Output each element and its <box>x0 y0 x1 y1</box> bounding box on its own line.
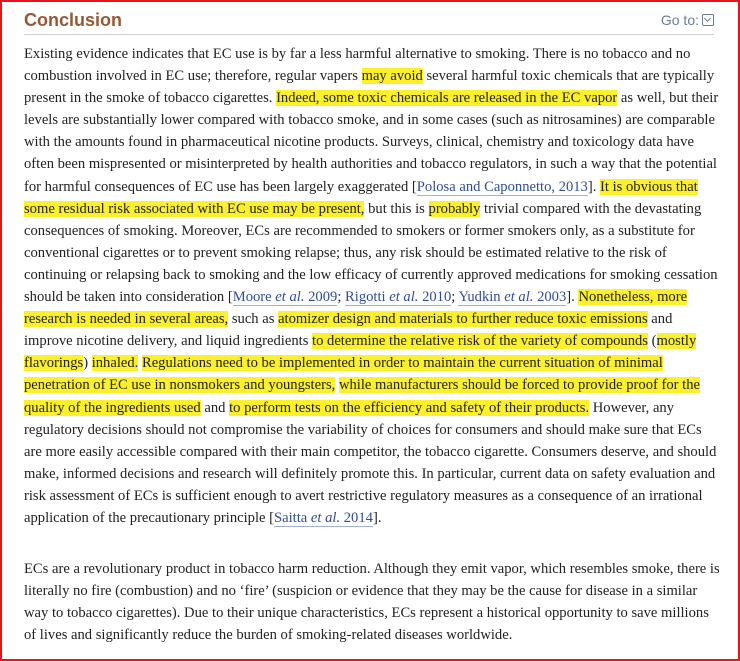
separator: ; <box>337 289 346 306</box>
citation-year: 2003 <box>533 289 567 306</box>
highlight: atomizer design and materials to further reduce toxic emissions <box>278 311 648 328</box>
text-run: such as <box>228 311 279 328</box>
citation-author: Yudkin <box>458 289 505 306</box>
conclusion-paragraph-1 <box>24 43 720 529</box>
text-run: but this is <box>364 200 429 217</box>
citation-link-moore[interactable] <box>233 289 338 306</box>
citation-author: Saitta <box>274 509 311 526</box>
section-title: Conclusion <box>24 10 122 30</box>
citation-link-saitta[interactable] <box>274 510 373 527</box>
citation-author: Rigotti <box>345 289 390 306</box>
citation-year: 2014 <box>340 509 373 526</box>
highlight: Nonetheless, more research is needed in several areas, <box>24 289 688 328</box>
chevron-down-icon[interactable] <box>702 14 714 26</box>
highlight: It is obvious that some residual risk associated with EC use may be present, <box>24 178 698 217</box>
goto-label: Go to: <box>660 12 699 28</box>
highlight: mostly flavorings <box>24 333 697 372</box>
citation-etal: et al. <box>504 289 534 306</box>
conclusion-paragraph-2: ECs are a revolutionary product in tobacco harm reduction. Although they emit vapor, which resembles smoke, there is literally no fire (combustion) and no ‘fire’ (suspicion or evidence that they may be the cause for disease in a similar way to tobacco cigarettes). Due to their unique characteristics, ECs represent a historical opportunity to save millions of lives and significantly reduce the burden of smoking-related diseases worldwide. <box>24 561 720 644</box>
text-run: ]. <box>566 289 579 306</box>
section-header <box>24 10 714 35</box>
text-run: as well, but their levels are substantially lower compared with tobacco smoke, and in some cases (such as nitrosamines) are comparable with the amounts found in pharmaceutical nicotine products. Surveys, clinical, chemistry and toxicology data have often been mispresented or misinterpreted by health authorities and tobacco regulators, in such a way that the potential for harmful consequences of EC use has been largely exaggerated [ <box>24 90 719 195</box>
citation-link-rigotti[interactable] <box>345 289 451 306</box>
text-run: ]. <box>372 509 382 526</box>
highlight: probably <box>428 200 481 217</box>
separator: ; <box>451 289 459 306</box>
citation-etal: et al. <box>310 509 341 526</box>
citation-link-yudkin[interactable] <box>458 289 566 306</box>
text-run: trivial compared with the devastating consequences of smoking. Moreover, ECs are recommended to smokers or former smokers only, as a substitute for conventional cigarettes or to prevent smoking relapse; thus, any risk should be estimated relative to the risk of continuing or relapsing back to smoking and the low efficacy of currently approved medications for smoking cessation should be taken into consideration [ <box>24 200 718 306</box>
text-run: ]. <box>587 178 601 195</box>
text-run: ) <box>83 355 92 372</box>
highlight: Regulations need to be implemented in order to maintain the current situation of minimal penetration of EC use in nonsmokers and youngsters, <box>24 355 663 394</box>
highlight: to perform tests on the efficiency and safety of their products. <box>229 399 590 416</box>
citation-year: 2010 <box>418 289 452 306</box>
citation-year: 2009 <box>304 289 338 306</box>
highlight: to determine the relative risk of the variety of compounds <box>312 333 648 350</box>
highlight: Indeed, some toxic chemicals are released in the EC vapor <box>276 90 618 107</box>
citation-link-polosa[interactable]: Polosa and Caponnetto, 2013 <box>416 178 588 195</box>
citation-etal: et al. <box>275 289 305 306</box>
text-run: Existing evidence indicates that EC use is by far a less harmful alternative to smoking. There is no tobacco and no combustion involved in EC use; therefore, regular vapers <box>24 46 691 85</box>
citation-author: Moore <box>232 289 276 306</box>
text-run: several harmful toxic chemicals that are typically present in the smoke of tobacco cigarettes. <box>24 68 715 107</box>
goto-menu[interactable] <box>661 12 714 28</box>
text-run: ( <box>648 333 657 350</box>
highlight: may avoid <box>361 68 423 85</box>
highlight: while manufacturers should be forced to provide proof for the quality of the ingredients used <box>24 377 701 416</box>
citation-etal: et al. <box>389 289 419 306</box>
text-run: However, any regulatory decisions should not compromise the variability of choices for consumers and should make sure that ECs are more easily accessible compared with their main competitor, the tobacco cigarette. Consumers deserve, and should make, informed decisions and research will definitely promote this. In particular, current data on safety evaluation and risk assessment of ECs is sufficient enough to avert restrictive regulatory measures as a consequence of an irrational application of the precautionary principle [ <box>24 399 717 526</box>
text-run: and improve nicotine delivery, and liquid ingredients <box>24 311 673 350</box>
highlight: inhaled. <box>91 355 139 372</box>
text-run: and <box>200 399 230 416</box>
